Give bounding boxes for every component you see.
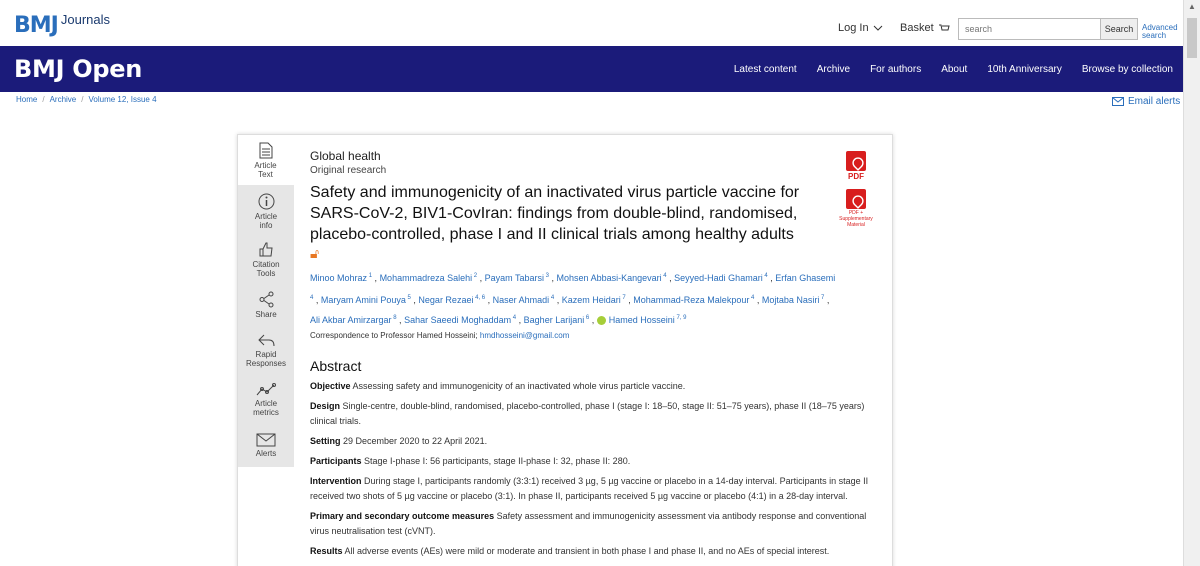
author-name[interactable]: Naser Ahmadi bbox=[492, 295, 550, 305]
abstract-paragraph bbox=[310, 454, 875, 469]
nav-10th-anniversary[interactable]: 10th Anniversary bbox=[987, 64, 1062, 75]
author-separator: , bbox=[372, 273, 380, 283]
abstract-section-text: Safety assessment and immunogenicity assessment via antibody response and conventional virus neutralisation test (cVNT). bbox=[310, 511, 867, 536]
login-button[interactable] bbox=[838, 22, 883, 34]
breadcrumb-separator: / bbox=[81, 95, 84, 104]
abstract-paragraph bbox=[310, 544, 875, 559]
author-name[interactable]: Kazem Heidari bbox=[561, 295, 621, 305]
info-icon bbox=[258, 193, 275, 210]
abstract-section-text: During stage I, participants randomly (3:3:1) received 3 µg, 5 µg vaccine or placebo in a 14-day interval. Participants in stage II received two shots of 5 µg vaccine or placebo (3:1). In phase II, participants received 5 µg vaccine or placebo (4:1) in a 28-day interval. bbox=[310, 476, 869, 501]
author-separator: , bbox=[754, 295, 762, 305]
author-name[interactable]: Minoo Mohraz bbox=[310, 273, 368, 283]
author-separator: , bbox=[549, 273, 557, 283]
author-name[interactable]: Bagher Larijani bbox=[523, 315, 585, 325]
author-name[interactable]: Negar Rezaei bbox=[418, 295, 474, 305]
author-name[interactable]: Ali Akbar Amirzargar bbox=[310, 315, 392, 325]
author-affiliation[interactable]: 7 bbox=[819, 295, 825, 301]
abstract-section-text: All adverse events (AEs) were mild or moderate and transient in both phase I and phase II, and no AEs of special interest. bbox=[342, 546, 830, 556]
main-nav bbox=[714, 64, 1173, 75]
author-affiliation[interactable]: 5 bbox=[405, 295, 411, 301]
author-separator: , bbox=[625, 295, 634, 305]
author-affiliation[interactable]: 4 bbox=[310, 295, 314, 301]
author-affiliation[interactable]: 4 bbox=[749, 295, 755, 301]
sidebar-item-share[interactable] bbox=[238, 291, 294, 319]
author-affiliation[interactable]: 8 bbox=[391, 315, 397, 321]
sidebar-label: Article metrics bbox=[253, 399, 279, 417]
author-name[interactable]: Erfan Ghasemi bbox=[775, 273, 836, 283]
author-affiliation[interactable]: 7 bbox=[620, 295, 626, 301]
envelope-icon bbox=[1112, 97, 1124, 106]
abstract-section-label: Intervention bbox=[310, 476, 362, 486]
top-bar bbox=[0, 0, 1183, 46]
journal-header bbox=[0, 46, 1183, 92]
sidebar-label: Share bbox=[255, 310, 277, 319]
author-name[interactable]: Seyyed-Hadi Ghamari bbox=[674, 273, 763, 283]
share-icon bbox=[258, 291, 275, 308]
abstract-body bbox=[310, 379, 880, 559]
pdf-label: PDF bbox=[848, 172, 864, 181]
abstract-section-text: Stage I-phase I: 56 participants, stage II-phase I: 32, phase II: 280. bbox=[361, 456, 631, 466]
author-separator: , bbox=[313, 295, 321, 305]
envelope-icon bbox=[256, 433, 276, 447]
sidebar-label: Article Text bbox=[254, 161, 277, 179]
author-affiliation[interactable]: 4 bbox=[549, 295, 555, 301]
author-name[interactable]: Mohammad-Reza Malekpour bbox=[633, 295, 750, 305]
abstract-paragraph bbox=[310, 379, 875, 394]
nav-latest-content[interactable]: Latest content bbox=[733, 64, 797, 75]
author-name[interactable]: Hamed Hosseini bbox=[608, 315, 675, 325]
logo-journals-text: Journals bbox=[60, 12, 110, 27]
search-input[interactable] bbox=[958, 18, 1101, 40]
sidebar-item-alerts[interactable] bbox=[238, 433, 294, 458]
author-affiliation[interactable]: 7, 9 bbox=[674, 315, 687, 321]
sidebar-item-citation-tools[interactable] bbox=[238, 241, 294, 278]
open-access-icon: 🔓︎ bbox=[310, 245, 320, 261]
article-panel bbox=[237, 134, 893, 566]
correspondence-email-link[interactable]: hmdhosseini@gmail.com bbox=[479, 331, 570, 340]
basket-icon bbox=[938, 23, 950, 33]
sidebar-item-article-metrics[interactable] bbox=[238, 383, 294, 417]
article-content bbox=[310, 149, 880, 559]
author-affiliation[interactable]: 4 bbox=[511, 315, 517, 321]
author-affiliation[interactable]: 1 bbox=[367, 273, 373, 279]
abstract-paragraph bbox=[310, 474, 875, 504]
document-icon bbox=[259, 142, 273, 159]
abstract-section-text: Single-centre, double-blind, randomised, placebo-controlled, phase I (stage I: 18–50, stage II: 51–75 years), phase II (18–75 years) clinical trials. bbox=[310, 401, 865, 426]
author-name[interactable]: Mohsen Abbasi-Kangevari bbox=[556, 273, 662, 283]
abstract-section-text: 29 December 2020 to 22 April 2021. bbox=[340, 436, 488, 446]
breadcrumb-separator: / bbox=[42, 95, 45, 104]
author-separator: , bbox=[589, 315, 597, 325]
logo-bmj-text: BMJ bbox=[14, 13, 58, 38]
breadcrumb-home[interactable]: Home bbox=[16, 95, 38, 104]
sidebar-item-article-info[interactable] bbox=[238, 193, 294, 230]
abstract-paragraph bbox=[310, 399, 875, 429]
basket-label: Basket bbox=[900, 22, 934, 34]
author-affiliation[interactable]: 4, 6 bbox=[473, 295, 486, 301]
login-label: Log In bbox=[838, 22, 869, 34]
author-name[interactable]: Maryam Amini Pouya bbox=[320, 295, 406, 305]
author-affiliation[interactable]: 3 bbox=[544, 273, 550, 279]
email-alerts-label: Email alerts bbox=[1128, 96, 1181, 107]
abstract-heading: Abstract bbox=[310, 358, 362, 374]
author-separator: , bbox=[666, 273, 675, 283]
email-alerts-link[interactable] bbox=[1112, 96, 1180, 107]
nav-about[interactable]: About bbox=[941, 64, 968, 75]
author-name[interactable]: Payam Tabarsi bbox=[484, 273, 545, 283]
sidebar-label: Rapid Responses bbox=[245, 350, 287, 368]
correspondence-label: Correspondence to Professor Hamed Hosseini; bbox=[310, 331, 478, 340]
author-separator: , bbox=[767, 273, 776, 283]
author-list bbox=[310, 267, 840, 329]
bmj-journals-logo[interactable] bbox=[14, 14, 110, 38]
correspondence bbox=[310, 331, 880, 340]
journal-title[interactable]: BMJ Open bbox=[14, 55, 143, 83]
abstract-section-label: Design bbox=[310, 401, 341, 411]
chevron-down-icon bbox=[873, 24, 883, 32]
vertical-scrollbar[interactable] bbox=[1183, 0, 1200, 566]
scroll-up-arrow-icon[interactable]: ▲ bbox=[1188, 2, 1196, 11]
abstract-paragraph bbox=[310, 434, 875, 449]
metrics-chart-icon bbox=[256, 383, 276, 397]
abstract-section-text: Assessing safety and immunogenicity of an inactivated whole virus particle vaccine. bbox=[350, 381, 686, 391]
abstract-section-label: Participants bbox=[310, 456, 362, 466]
sidebar-item-rapid-responses[interactable] bbox=[238, 333, 294, 368]
breadcrumb-issue[interactable]: Volume 12, Issue 4 bbox=[88, 95, 157, 104]
sidebar-label: Citation Tools bbox=[252, 260, 280, 278]
sidebar-label: Alerts bbox=[255, 449, 277, 458]
author-name[interactable]: Mojtaba Nasiri bbox=[761, 295, 820, 305]
article-subject[interactable]: Global health bbox=[310, 149, 381, 163]
pdf-supplementary-label: PDF + Supplementary Material bbox=[839, 210, 873, 228]
abstract-paragraph bbox=[310, 509, 875, 539]
reply-icon bbox=[258, 333, 275, 348]
author-affiliation[interactable]: 6 bbox=[584, 315, 590, 321]
abstract-section-label: Results bbox=[310, 546, 343, 556]
nav-archive[interactable]: Archive bbox=[816, 64, 851, 75]
author-separator: , bbox=[516, 315, 524, 325]
author-separator: , bbox=[554, 295, 562, 305]
author-affiliation[interactable]: 2 bbox=[472, 273, 478, 279]
abstract-section-label: Setting bbox=[310, 436, 341, 446]
nav-browse-by-collection[interactable]: Browse by collection bbox=[1081, 64, 1173, 75]
thumb-up-icon bbox=[258, 241, 275, 258]
abstract-section-label: Primary and secondary outcome measures bbox=[310, 511, 495, 521]
author-separator: , bbox=[824, 295, 830, 305]
sidebar-label: Article info bbox=[254, 212, 278, 230]
author-separator: , bbox=[410, 295, 419, 305]
sidebar-item-article-text[interactable] bbox=[238, 135, 294, 185]
breadcrumb-archive[interactable]: Archive bbox=[49, 95, 77, 104]
author-separator: , bbox=[485, 295, 493, 305]
scrollbar-thumb[interactable] bbox=[1187, 18, 1197, 58]
search-button[interactable]: Search bbox=[1100, 18, 1138, 40]
article-sidebar bbox=[238, 135, 294, 467]
author-affiliation[interactable]: 4 bbox=[762, 273, 768, 279]
author-affiliation[interactable]: 4 bbox=[661, 273, 667, 279]
author-name[interactable]: Sahar Saeedi Moghaddam bbox=[404, 315, 512, 325]
orcid-icon[interactable] bbox=[597, 316, 606, 325]
advanced-search-link[interactable]: Advanced search bbox=[1142, 23, 1178, 40]
basket-button[interactable] bbox=[900, 22, 950, 34]
article-title: Safety and immunogenicity of an inactivated virus particle vaccine for SARS-CoV-2, BIV1-CovIran: findings from double-blind, randomised, placebo-controlled, phase I and II clinical trials among healthy adults bbox=[310, 184, 800, 243]
author-separator: , bbox=[396, 315, 405, 325]
nav-for-authors[interactable]: For authors bbox=[870, 64, 922, 75]
abstract-section-label: Objective bbox=[310, 381, 351, 391]
breadcrumb bbox=[16, 95, 157, 104]
article-type: Original research bbox=[310, 165, 387, 176]
author-name[interactable]: Mohammadreza Salehi bbox=[379, 273, 473, 283]
author-separator: , bbox=[477, 273, 485, 283]
